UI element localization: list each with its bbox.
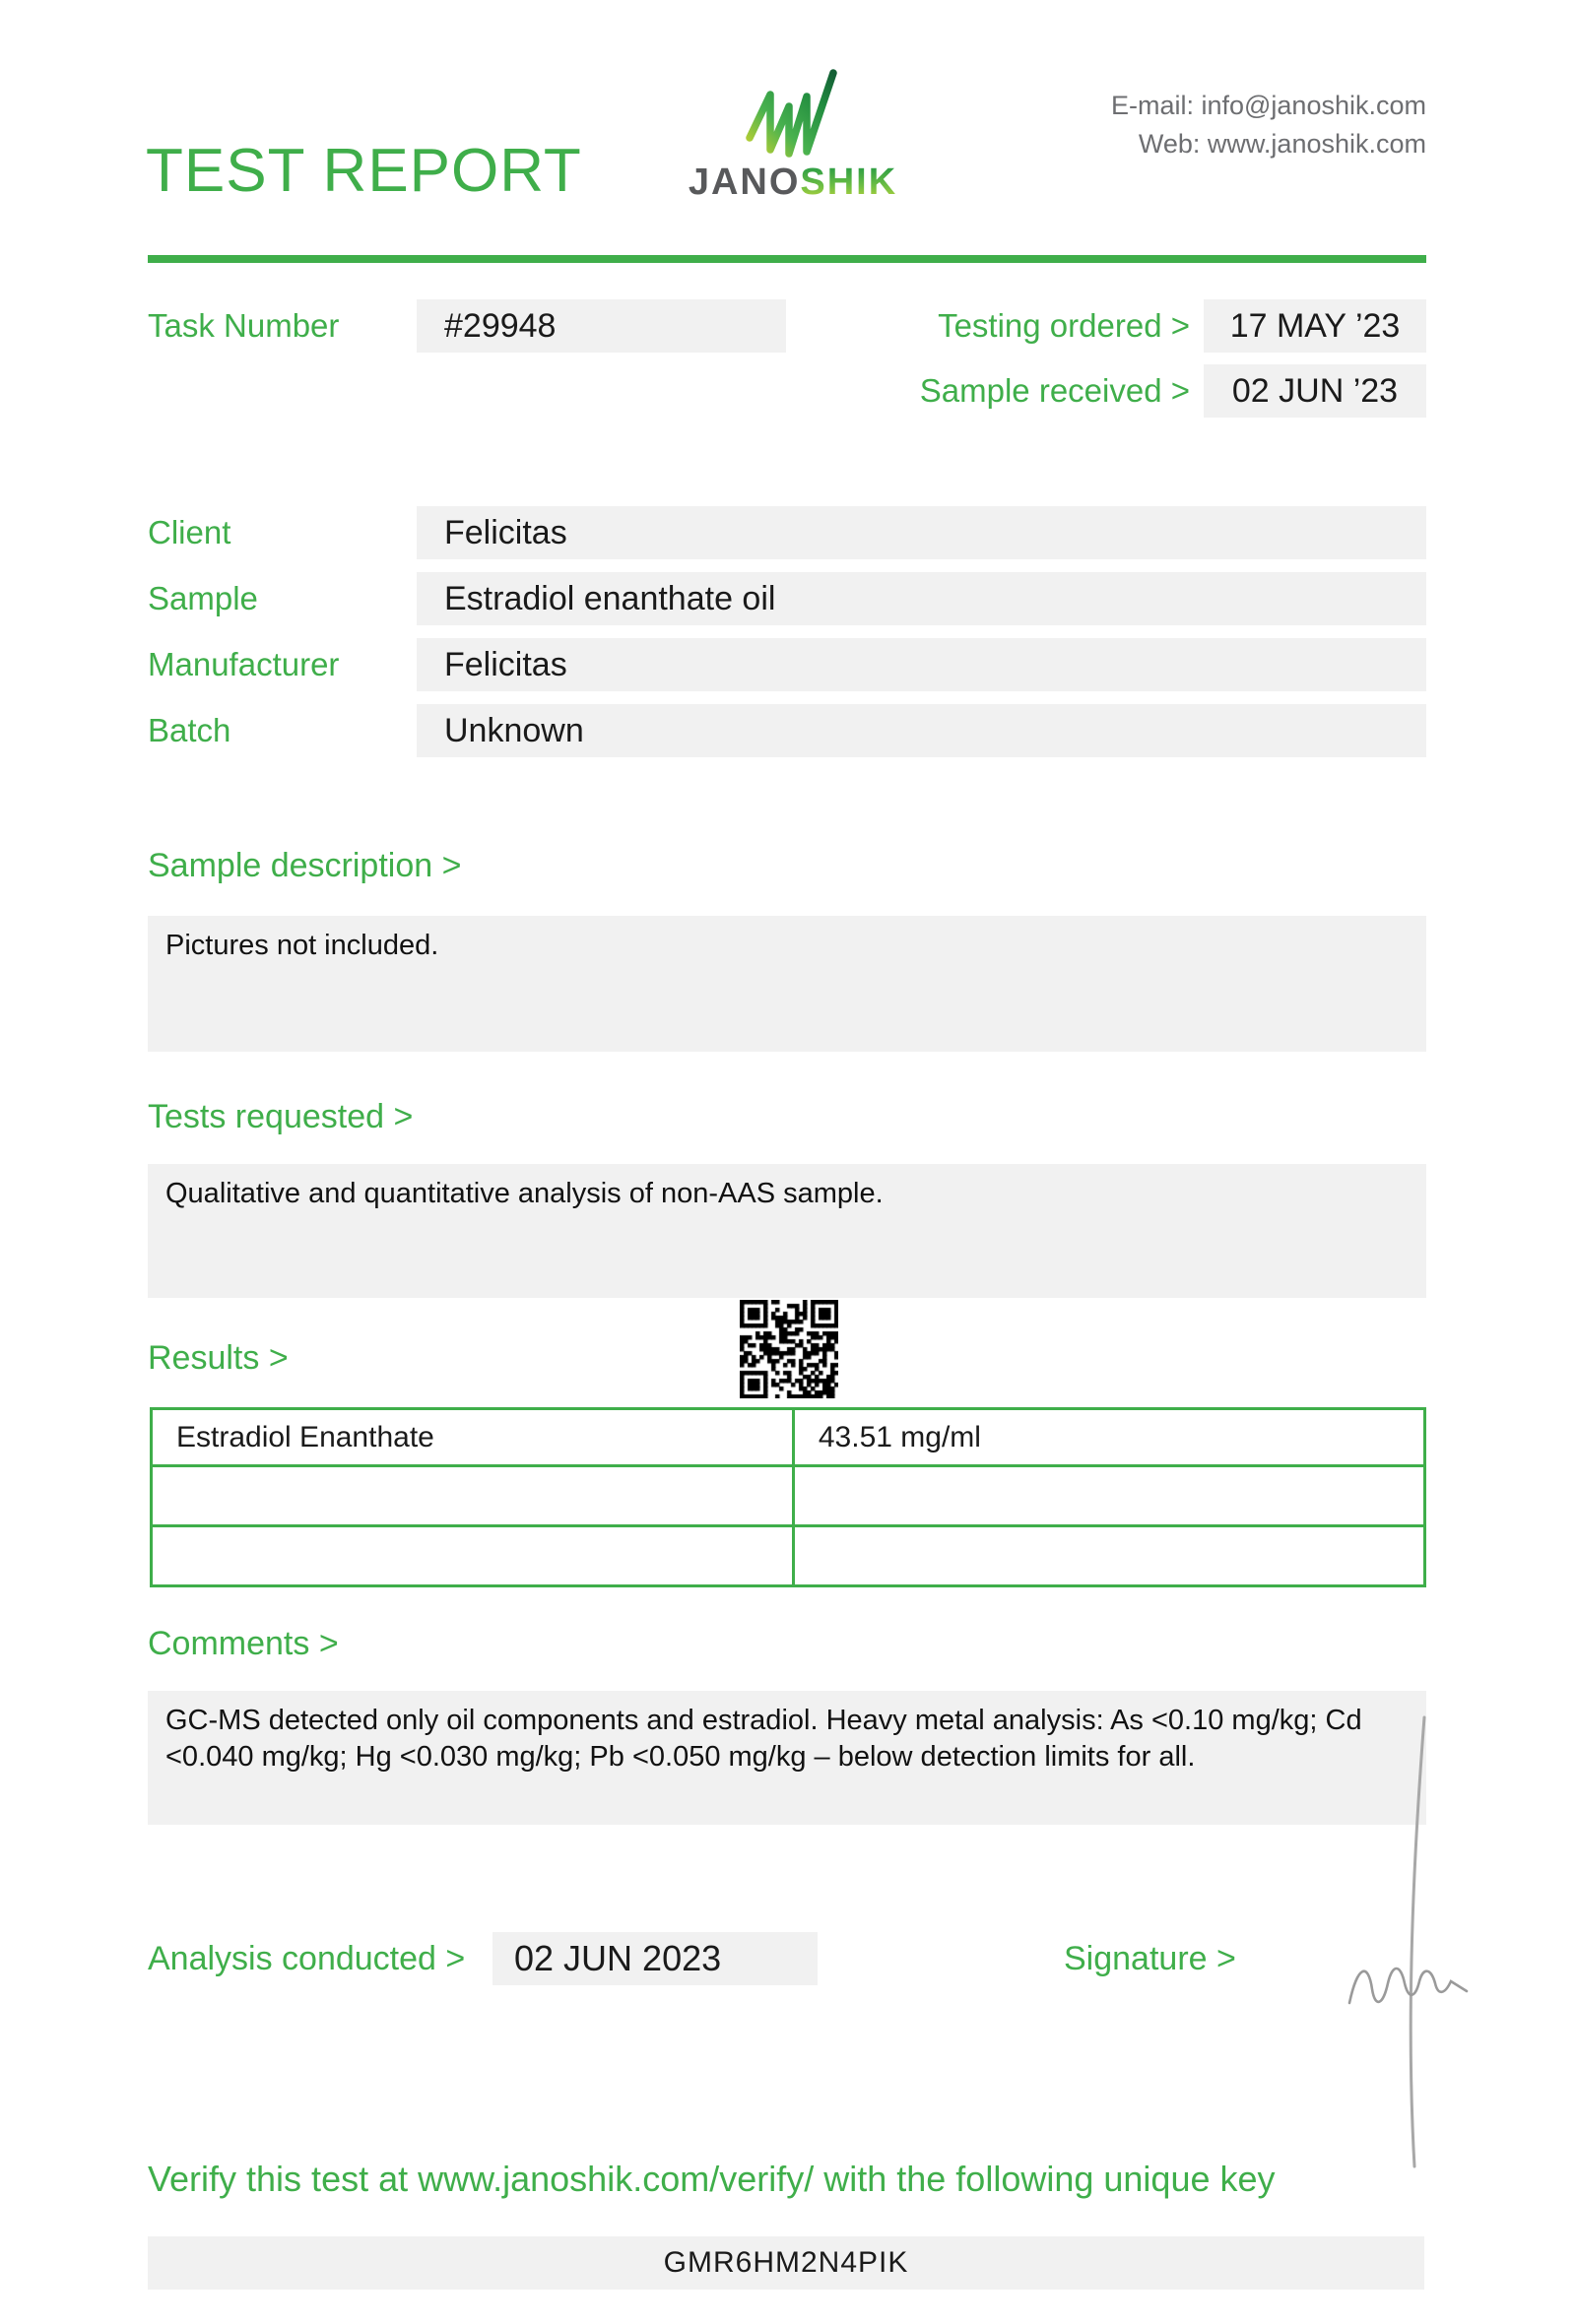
page-title: TEST REPORT	[146, 137, 582, 205]
results-heading: Results >	[148, 1339, 289, 1377]
table-row	[153, 1410, 1423, 1464]
signature-label: Signature >	[1064, 1940, 1236, 1977]
verify-instruction: Verify this test at www.janoshik.com/verify/ with the following unique key	[148, 2159, 1276, 2199]
chart-growth-icon	[742, 65, 844, 160]
sample-description-text: Pictures not included.	[165, 930, 439, 961]
result-substance-cell: Estradiol Enanthate	[176, 1420, 434, 1453]
signature-image	[1338, 1711, 1535, 2174]
comments-box	[148, 1691, 1426, 1825]
analysis-date-value: 02 JUN 2023	[514, 1938, 722, 1978]
table-row	[153, 1524, 1423, 1584]
tests-requested-text: Qualitative and quantitative analysis of non-AAS sample.	[165, 1178, 884, 1209]
sample-received-box	[1204, 364, 1426, 418]
batch-value: Unknown	[444, 712, 584, 749]
result-value-cell	[792, 1527, 1423, 1584]
results-table	[150, 1407, 1426, 1587]
task-number-value: #29948	[444, 307, 557, 345]
task-number-label: Task Number	[148, 307, 340, 344]
batch-box	[417, 704, 1426, 757]
contact-info	[1111, 87, 1426, 163]
sample-value: Estradiol enanthate oil	[444, 580, 776, 617]
logo-wordmark	[675, 161, 911, 204]
sample-description-heading: Sample description >	[148, 847, 462, 884]
manufacturer-label: Manufacturer	[148, 646, 340, 682]
testing-ordered-label: Testing ordered >	[938, 307, 1190, 344]
batch-label: Batch	[148, 712, 231, 748]
testing-ordered-box	[1204, 299, 1426, 353]
comments-heading: Comments >	[148, 1625, 339, 1662]
client-box	[417, 506, 1426, 559]
qr-code	[740, 1300, 838, 1398]
table-row	[153, 1464, 1423, 1524]
analysis-conducted-label: Analysis conducted >	[148, 1940, 466, 1977]
sample-description-box	[148, 916, 1426, 1052]
tests-requested-box	[148, 1164, 1426, 1298]
janoshik-logo	[675, 65, 911, 204]
contact-email: E-mail: info@janoshik.com	[1110, 91, 1426, 120]
client-label: Client	[148, 514, 231, 550]
manufacturer-box	[417, 638, 1426, 691]
client-value: Felicitas	[444, 514, 567, 551]
sample-received-label: Sample received >	[919, 372, 1190, 409]
result-value-cell: 43.51 mg/ml	[792, 1410, 1423, 1464]
logo-text-jano: JANO	[688, 161, 801, 203]
result-substance-cell	[153, 1467, 792, 1524]
sample-box	[417, 572, 1426, 625]
testing-ordered-date: 17 MAY ’23	[1229, 307, 1401, 345]
result-substance-cell	[153, 1527, 792, 1584]
verify-key-value: GMR6HM2N4PIK	[663, 2246, 909, 2279]
comments-text: GC-MS detected only oil components and estradiol. Heavy metal analysis: As <0.10 mg/kg; Cd <0.040 mg/kg; Hg <0.030 mg/kg; Pb <0.050 mg/kg – below detection limits for all.	[165, 1705, 1362, 1773]
verify-key-bar	[148, 2236, 1424, 2290]
header-divider	[148, 255, 1426, 263]
logo-text-shik: SHIK	[800, 161, 898, 203]
contact-web: Web: www.janoshik.com	[1138, 129, 1426, 159]
task-number-box	[417, 299, 786, 353]
manufacturer-value: Felicitas	[444, 646, 567, 683]
tests-requested-heading: Tests requested >	[148, 1098, 414, 1135]
result-value-cell	[792, 1467, 1423, 1524]
analysis-date-box	[492, 1932, 818, 1985]
sample-received-date: 02 JUN ’23	[1231, 372, 1399, 410]
sample-label: Sample	[148, 580, 258, 616]
